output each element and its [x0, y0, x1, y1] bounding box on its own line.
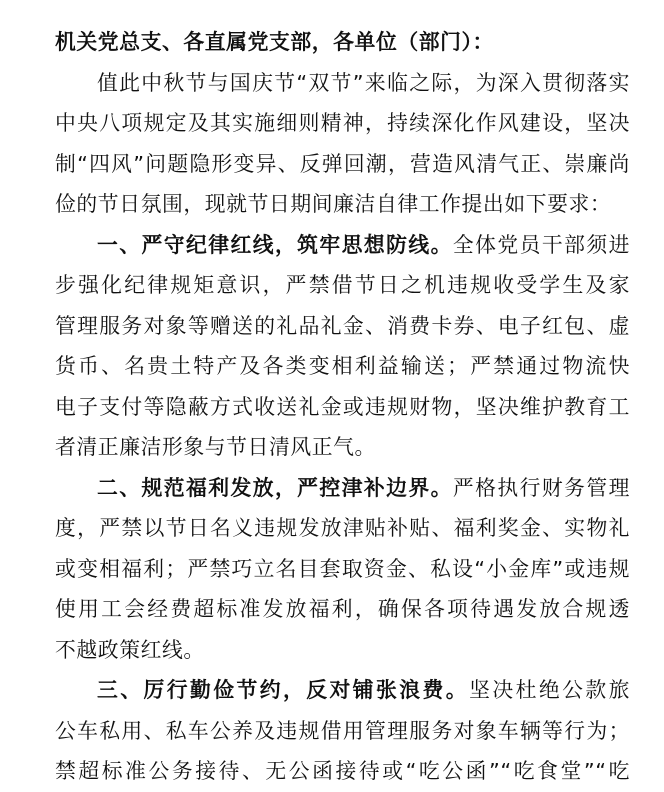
section-2-first-line	[55, 468, 630, 509]
section-3-line: 禁超标准公务接待、无公函接待或“吃公函”“吃食堂”“吃	[55, 759, 630, 783]
section-1-line: 管理服务对象等赠送的礼品礼金、消费卡券、电子红包、虚	[55, 313, 630, 338]
section-3-heading: 三、厉行勤俭节约，反对铺张浪费。	[97, 678, 470, 702]
section-2-line: 度，严禁以节日名义违规发放津贴补贴、福利奖金、实物礼	[55, 516, 630, 540]
intro-line: 中央八项规定及其实施细则精神，持续深化作风建设，坚决	[55, 111, 630, 135]
section-1-line: 者清正廉洁形象与节日清风正气。	[55, 435, 376, 459]
section-2-line: 不越政策红线。	[55, 637, 205, 662]
section-1-line: 步强化纪律规矩意识，严禁借节日之机违规收受学生及家	[55, 273, 630, 297]
intro-line: 俭的节日氛围，现就节日期间廉洁自律工作提出如下要求：	[55, 192, 612, 216]
section-2-heading: 二、规范福利发放，严控津补边界。	[97, 475, 453, 500]
intro-line: 制“四风”问题隐形变异、反弹回潮，营造风清气正、崇廉尚	[55, 151, 630, 176]
section-1-line: 货币、名贵土特产及各类变相利益输送；严禁通过物流快	[55, 354, 630, 378]
section-1-first-line	[55, 225, 630, 266]
section-2-line: 或变相福利；严禁巧立名目套取资金、私设“小金库”或违规	[55, 556, 630, 581]
section-3-text: 坚决杜绝公款旅	[469, 678, 630, 702]
section-2-text: 严格执行财务管理	[452, 475, 630, 500]
section-1-line: 电子支付等隐蔽方式收送礼金或违规财物，坚决维护教育工	[55, 394, 630, 419]
intro-line: 值此中秋节与国庆节“双节”来临之际，为深入贯彻落实	[97, 70, 630, 95]
section-1-text: 全体党员干部须进	[452, 232, 630, 257]
section-3-line: 公车私用、私车公养及违规借用管理服务对象车辆等行为；	[55, 718, 630, 743]
salutation: 机关党总支、各直属党支部，各单位（部门）：	[55, 30, 494, 54]
section-3-first-line	[55, 670, 630, 711]
notice-document	[55, 22, 630, 792]
section-2-line: 使用工会经费超标准发放福利，确保各项待遇发放合规透	[55, 597, 630, 621]
section-1-heading: 一、严守纪律红线，筑牢思想防线。	[97, 232, 453, 257]
